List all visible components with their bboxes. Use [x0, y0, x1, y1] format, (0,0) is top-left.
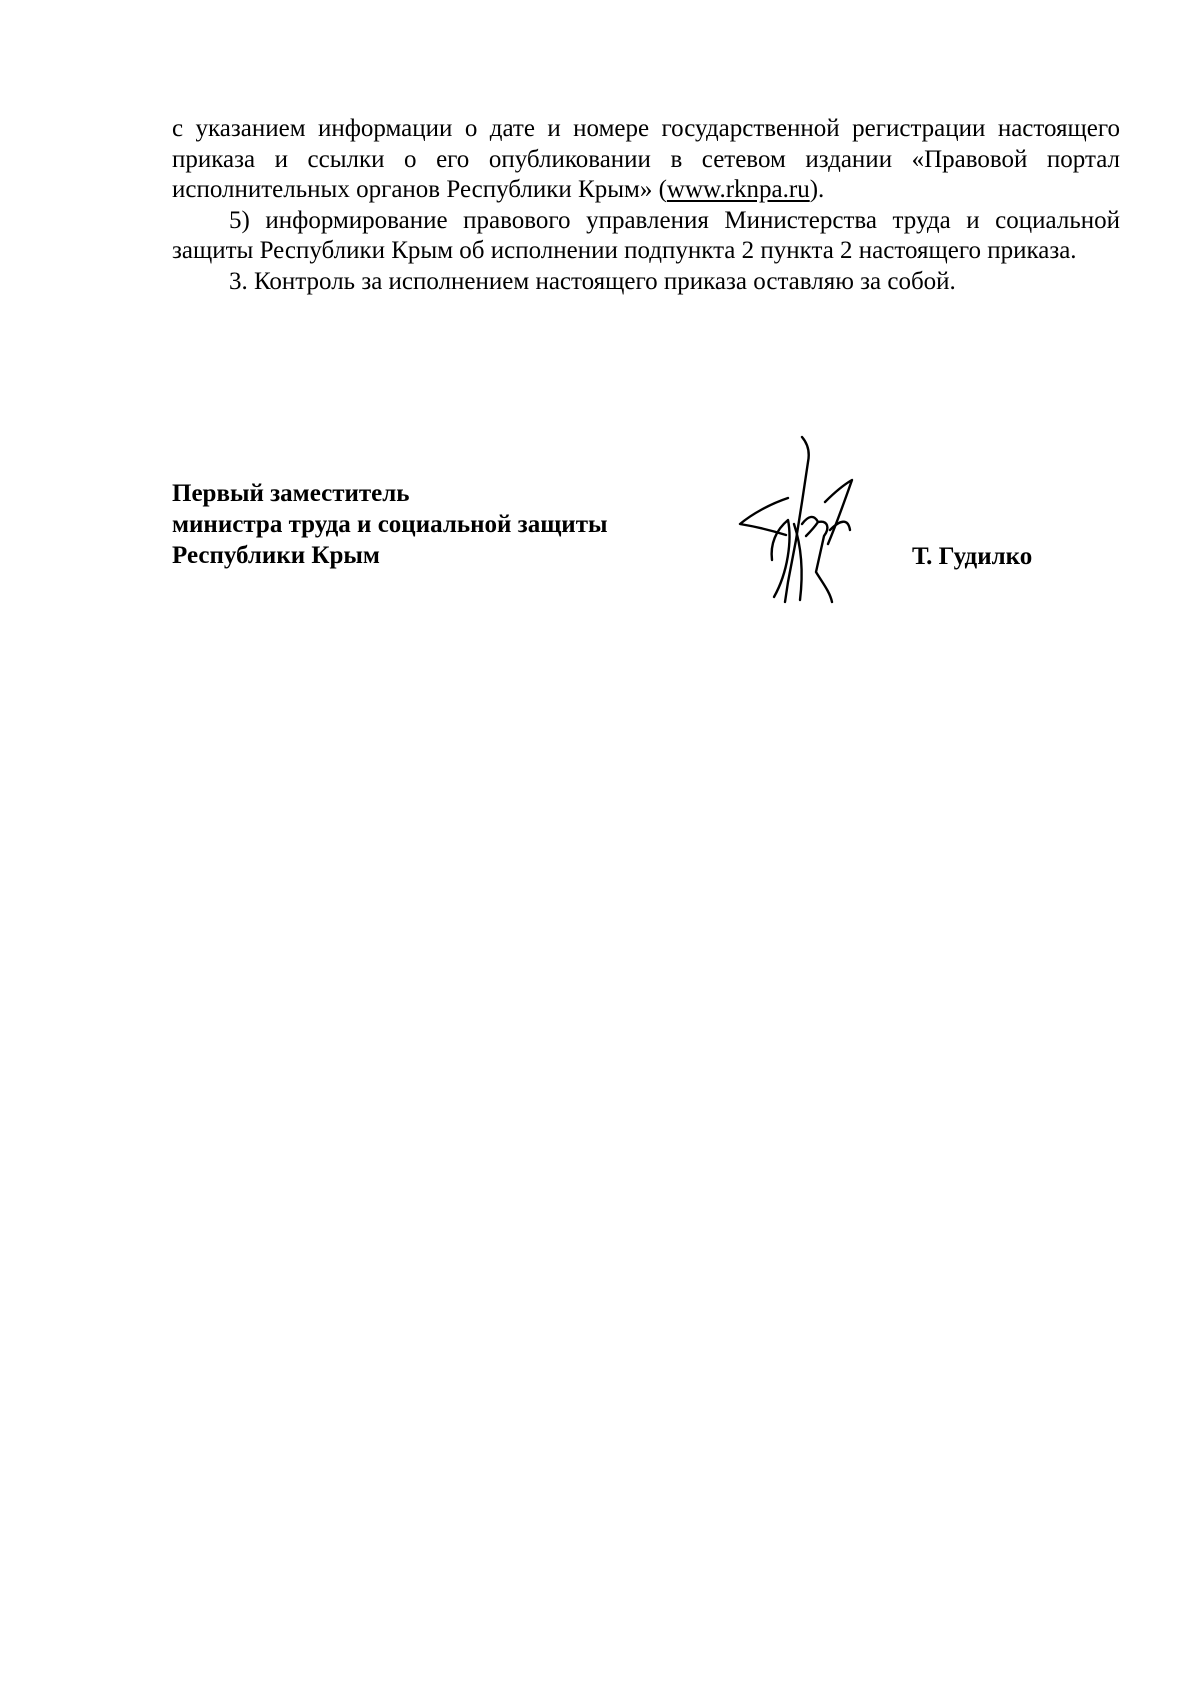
rknpa-link[interactable]: www.rknpa.ru	[666, 176, 810, 203]
signer-title-line-3: Республики Крым	[172, 542, 380, 569]
paragraph-item-3-control: 3. Контроль за исполнением настоящего приказа оставляю за собой.	[229, 267, 956, 295]
paragraph-publication-note	[172, 114, 1120, 206]
signer-title-block	[172, 478, 692, 571]
handwritten-signature	[730, 432, 870, 607]
signer-title-line-1: Первый заместитель	[172, 480, 410, 507]
document-body	[172, 114, 1120, 297]
paragraph-publication-note-end: ).	[809, 176, 825, 203]
paragraph-item-5: 5) информирование правового управления Министерства труда и социальной защиты Республики Крым об исполнении подпункта 2 пункта 2 настоящего приказа.	[172, 206, 1120, 264]
paragraph-publication-note-text: с указанием информации о дате и номере государственной регистрации настоящего приказа и ссылки о его опубликовании в сетевом издании «Правовой портал исполнительных органов Республики Крым» (	[172, 115, 1120, 203]
signer-name: Т. Гудилко	[912, 543, 1033, 570]
signer-title-line-2: министра труда и социальной защиты	[172, 511, 608, 538]
